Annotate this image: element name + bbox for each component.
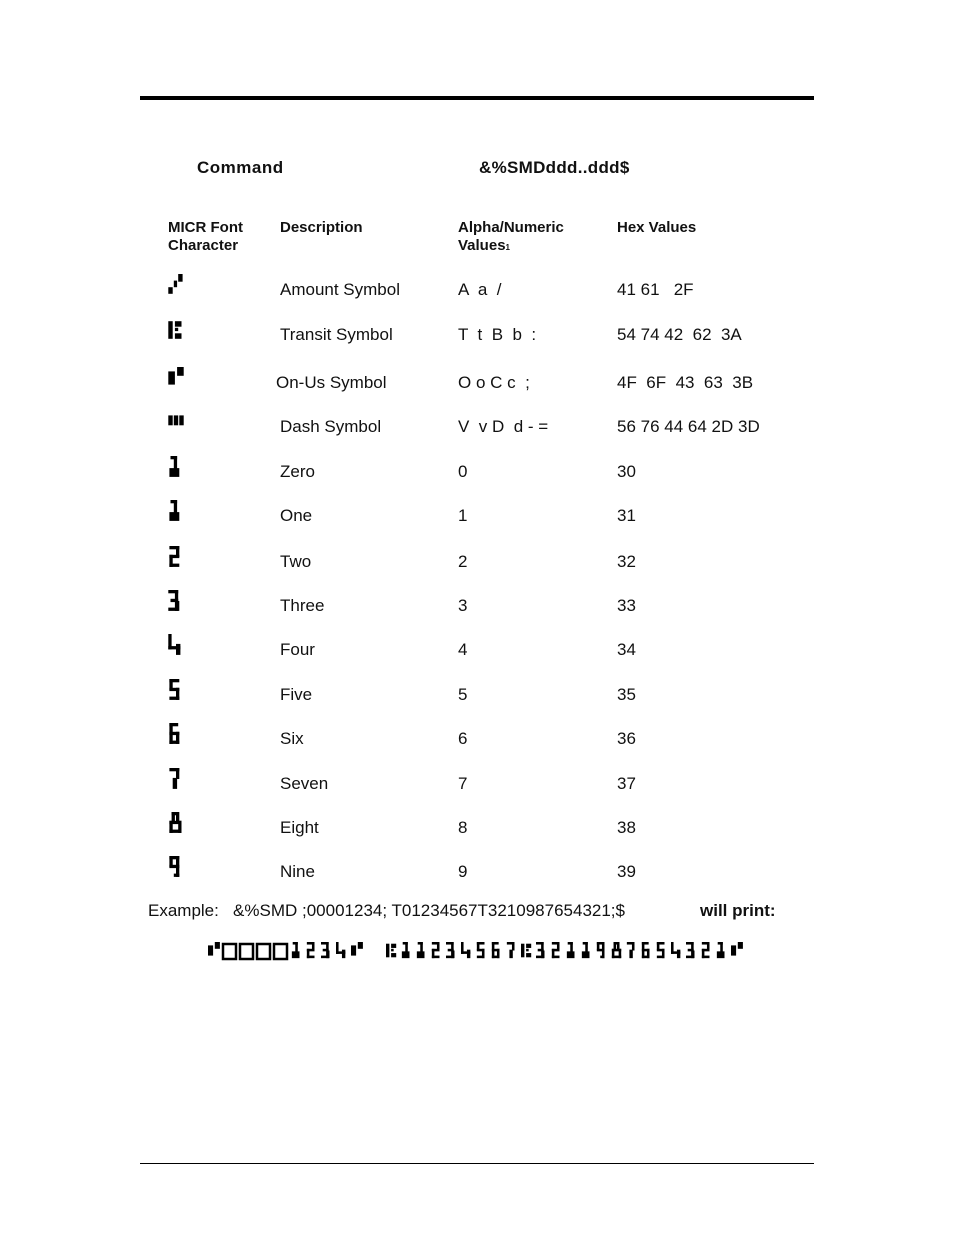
- micr-printed-char: [536, 942, 545, 958]
- row-hex-values: 30: [617, 462, 636, 481]
- table-row: [0, 729, 954, 753]
- table-row: [0, 417, 954, 441]
- micr-eight-icon: [168, 812, 198, 838]
- micr-printed-char: [461, 942, 470, 958]
- row-alpha-values: 9: [458, 862, 468, 881]
- row-hex-values: 35: [617, 685, 636, 704]
- row-alpha-values: T t B b :: [458, 325, 537, 344]
- table-row: [0, 862, 954, 886]
- micr-six-icon: [168, 723, 198, 749]
- micr-printed-char: [446, 942, 455, 958]
- row-alpha-values: 3: [458, 596, 468, 615]
- row-hex-values: 34: [617, 640, 636, 659]
- row-alpha-values: 0: [458, 462, 468, 481]
- row-alpha-values: 5: [458, 685, 468, 704]
- header-micr-line1: MICR Font: [168, 219, 243, 236]
- will-print-label: will print:: [700, 901, 776, 920]
- micr-printed-char: [567, 942, 575, 958]
- example-text: Example: &%SMD ;00001234; T01234567T3210987654321;$: [148, 901, 625, 920]
- row-hex-values: 4F 6F 43 63 3B: [617, 373, 754, 392]
- row-alpha-values: V v D d - =: [458, 417, 549, 436]
- header-micr-line2: Character: [168, 237, 239, 254]
- micr-printed-char: [432, 942, 440, 958]
- micr-printed-char: [686, 942, 695, 958]
- row-alpha-values: 7: [458, 774, 468, 793]
- micr-printed-char: [507, 942, 515, 958]
- row-description: On-Us Symbol: [276, 373, 387, 392]
- row-hex-values: 39: [617, 862, 636, 881]
- row-description: Transit Symbol: [280, 325, 393, 344]
- micr-three-icon: [168, 590, 198, 616]
- amount-symbol-icon: [168, 274, 198, 300]
- row-alpha-values: 1: [458, 506, 468, 525]
- micr-printed-char: [492, 942, 500, 958]
- micr-printed-char: [307, 942, 315, 958]
- header-alpha-line2: Values: [458, 237, 506, 254]
- micr-zero-char: [240, 944, 253, 959]
- micr-printed-char: [208, 942, 220, 956]
- micr-printed-char: [702, 942, 710, 958]
- micr-zero-char: [223, 944, 236, 959]
- micr-one-icon: [168, 500, 198, 526]
- bottom-rule: [140, 1163, 814, 1164]
- micr-seven-icon: [168, 768, 198, 794]
- row-description: Amount Symbol: [280, 280, 400, 299]
- table-row: [0, 685, 954, 709]
- row-hex-values: 33: [617, 596, 636, 615]
- footnote-marker: 1: [505, 243, 510, 252]
- header-alpha-line1: Alpha/Numeric: [458, 219, 564, 236]
- micr-printed-char: [642, 942, 650, 958]
- table-row: [0, 373, 954, 397]
- dash-symbol-icon: [168, 411, 198, 437]
- table-row: [0, 462, 954, 486]
- micr-printed-char: [402, 942, 410, 958]
- top-rule: [140, 96, 814, 100]
- table-row: [0, 640, 954, 664]
- row-hex-values: 38: [617, 818, 636, 837]
- row-alpha-values: 6: [458, 729, 468, 748]
- row-alpha-values: 2: [458, 552, 468, 571]
- row-alpha-values: O o C c ;: [458, 373, 530, 392]
- row-description: Three: [280, 596, 325, 615]
- row-alpha-values: 8: [458, 818, 468, 837]
- header-hex-values: Hex Values: [617, 219, 697, 236]
- table-row: [0, 280, 954, 304]
- transit-symbol-icon: [168, 319, 198, 345]
- micr-printed-char: [521, 944, 531, 958]
- command-label: Command: [197, 158, 284, 177]
- row-description: Seven: [280, 774, 329, 793]
- row-description: Five: [280, 685, 313, 704]
- row-description: Nine: [280, 862, 315, 881]
- micr-printed-char: [627, 942, 635, 958]
- header-micr-font-character: [168, 219, 243, 255]
- row-description: Four: [280, 640, 315, 659]
- table-row: [0, 506, 954, 530]
- micr-printed-char: [657, 942, 665, 958]
- row-description: Six: [280, 729, 304, 748]
- micr-printed-example: [208, 940, 808, 962]
- row-description: Zero: [280, 462, 315, 481]
- table-row: [0, 596, 954, 620]
- row-hex-values: 37: [617, 774, 636, 793]
- row-hex-values: 54 74 42 62 3A: [617, 325, 742, 344]
- micr-five-icon: [168, 679, 198, 705]
- row-description: Dash Symbol: [280, 417, 382, 436]
- micr-printed-char: [351, 942, 363, 956]
- table-row: [0, 552, 954, 576]
- row-description: Two: [280, 552, 312, 571]
- on-us-symbol-icon: [168, 367, 198, 393]
- row-alpha-values: 4: [458, 640, 468, 659]
- row-hex-values: 56 76 44 64 2D 3D: [617, 417, 760, 436]
- table-row: [0, 774, 954, 798]
- micr-four-icon: [168, 634, 198, 660]
- micr-printed-char: [321, 942, 330, 958]
- micr-nine-icon: [168, 856, 198, 882]
- micr-printed-char: [552, 942, 560, 958]
- micr-printed-char: [597, 942, 605, 958]
- micr-printed-char: [612, 942, 621, 958]
- row-description: One: [280, 506, 313, 525]
- row-hex-values: 36: [617, 729, 636, 748]
- micr-printed-char: [731, 942, 743, 956]
- micr-zero-char: [257, 944, 270, 959]
- micr-printed-char: [386, 944, 396, 958]
- micr-zero-icon: [168, 456, 198, 482]
- micr-printed-char: [477, 942, 485, 958]
- micr-printed-char: [417, 942, 425, 958]
- micr-printed-char: [582, 942, 590, 958]
- table-row: [0, 325, 954, 349]
- row-alpha-values: A a /: [458, 280, 502, 299]
- micr-printed-char: [671, 942, 680, 958]
- row-hex-values: 41 61 2F: [617, 280, 694, 299]
- micr-zero-char: [274, 944, 287, 959]
- micr-printed-char: [336, 942, 345, 958]
- command-value: &%SMDddd..ddd$: [479, 158, 630, 177]
- row-hex-values: 32: [617, 552, 636, 571]
- header-description: Description: [280, 219, 363, 236]
- micr-two-icon: [168, 546, 198, 572]
- row-description: Eight: [280, 818, 319, 837]
- micr-printed-char: [717, 942, 725, 958]
- micr-printed-char: [292, 942, 300, 958]
- row-hex-values: 31: [617, 506, 636, 525]
- table-row: [0, 818, 954, 842]
- header-alpha-numeric-values: [458, 219, 564, 255]
